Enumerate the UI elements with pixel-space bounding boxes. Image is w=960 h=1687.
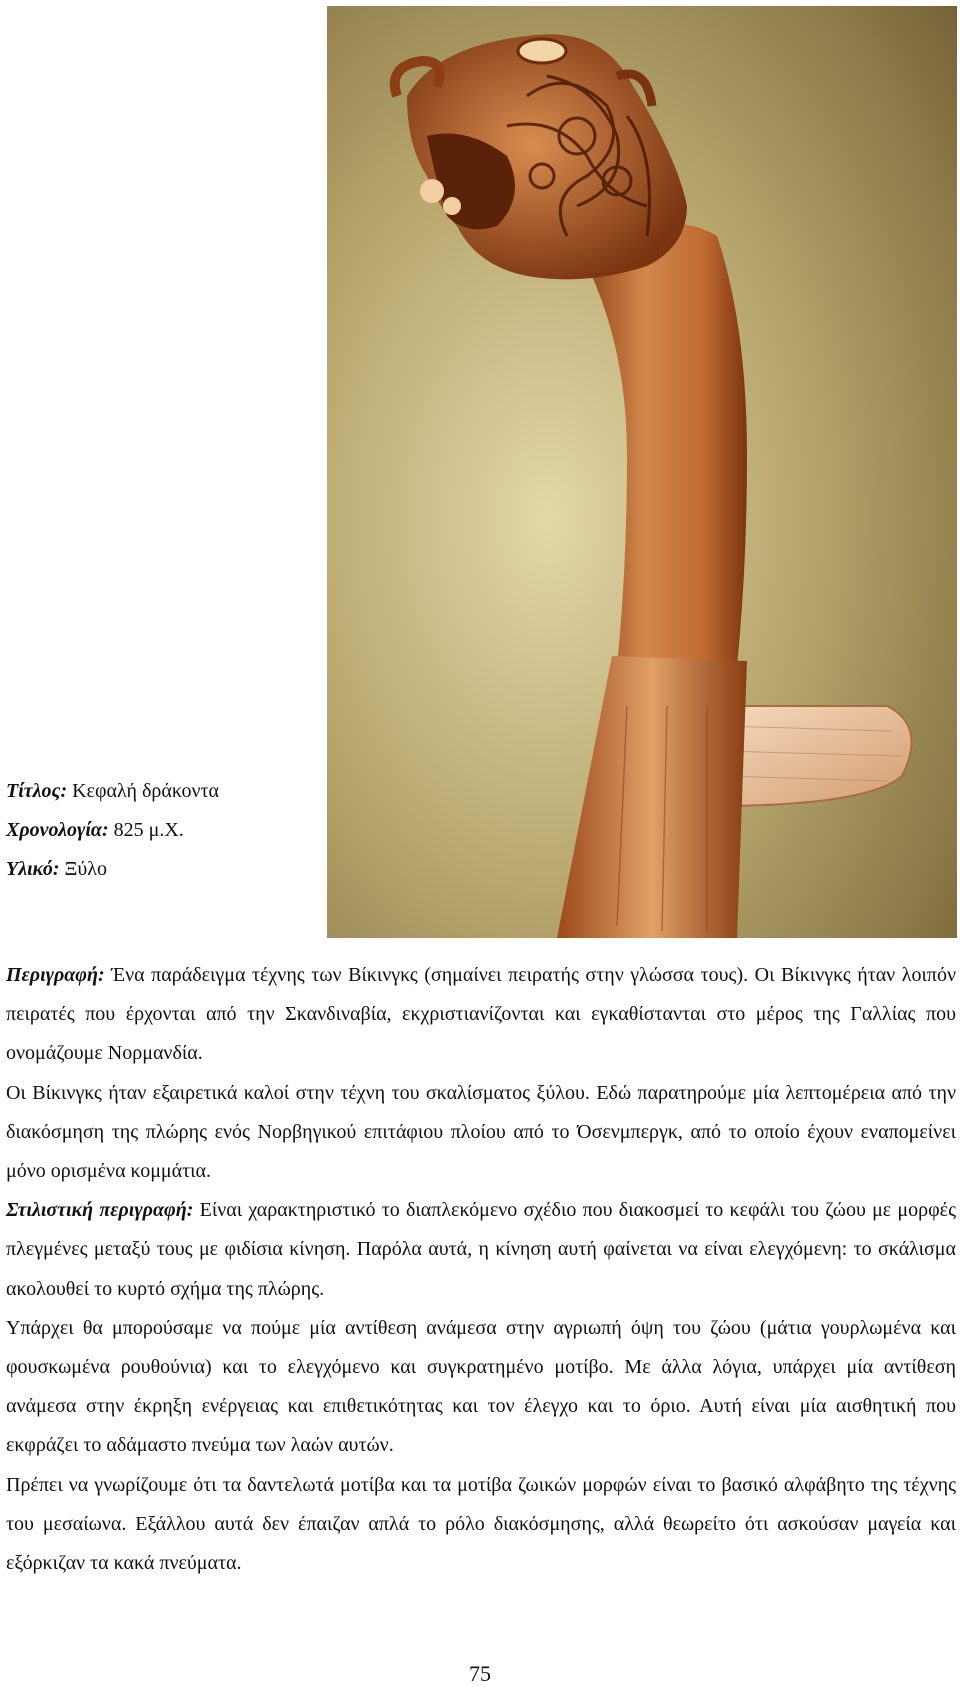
date-label: Χρονολογία: xyxy=(6,819,109,841)
style-text: Είναι χαρακτηριστικό το διαπλεκόμενο σχέδιο που διακοσμεί το κεφάλι του ζώου με μορφές πλεγμένες μεταξύ τους με φιδίσια κίνηση. Παρόλα αυτά, η κίνηση αυτή φαίνεται να είναι ελεγχόμενη: το σκάλισμα ακολουθεί το κυρτό σχήμα της πλώρης. xyxy=(6,1199,956,1300)
description-label: Περιγραφή: xyxy=(6,964,105,986)
page-number: 75 xyxy=(469,1661,491,1686)
date-line xyxy=(6,818,184,842)
material-label: Υλικό: xyxy=(6,858,60,880)
title-label: Τίτλος: xyxy=(6,780,68,802)
title-value: Κεφαλή δράκοντα xyxy=(67,780,220,802)
date-value: 825 μ.Χ. xyxy=(108,819,184,841)
description-paragraph xyxy=(6,956,956,1074)
contrast-paragraph: Υπάρχει θα μπορούσαμε να πούμε μία αντίθεση ανάμεσα στην αγριωπή όψη του ζώου (μάτια γουρλωμένα και φουσκωμένα ρουθούνια) και το ελεγχόμενο και συγκρατημένο μοτίβο. Με άλλα λόγια, υπάρχει μία αντίθεση ανάμεσα στην έκρηξη ενέργειας και επιθετικότητας και τον έλεγχο και το όριο. Αυτή είναι μία αισθητική που εκφράζει το αδάμαστο πνεύμα των λαών αυτών. xyxy=(6,1316,956,1457)
description-text: Ένα παράδειγμα τέχνης των Βίκινγκς (σημαίνει πειρατής στην γλώσσα τους). Οι Βίκινγκς ήταν λοιπόν πειρατές που έρχονται από την Σκανδιναβία, εκχριστιανίζονται και εγκαθίστανται στο μέρος της Γαλλίας που ονομάζουμε Νορμανδία. xyxy=(6,964,956,1065)
title-line xyxy=(6,779,219,803)
style-paragraph xyxy=(6,1191,956,1309)
motifs-paragraph: Πρέπει να γνωρίζουμε ότι τα δαντελωτά μοτίβα και τα μοτίβα ζωικών μορφών είναι το βασικό αλφάβητο της τέχνης του μεσαίωνα. Εξάλλου αυτά δεν έπαιζαν απλά το ρόλο διακόσμησης, αλλά θεωρείτο ότι ασκούσαν μαγεία και εξόρκιζαν τα κακά πνεύματα. xyxy=(6,1473,956,1575)
body-text xyxy=(6,956,956,1583)
style-label: Στιλιστική περιγραφή: xyxy=(6,1199,194,1222)
material-line xyxy=(6,857,107,881)
dragon-head-photo xyxy=(327,6,957,938)
carving-paragraph: Οι Βίκινγκς ήταν εξαιρετικά καλοί στην τέχνη του σκαλίσματος ξύλου. Εδώ παρατηρούμε μία λεπτομέρεια από την διακόσμηση της πλώρης ενός Νορβηγικού επιτάφιου πλοίου από το Όσενμπεργκ, από το οποίο έχουν εναπομείνει μόνο ορισμένα κομμάτια. xyxy=(6,1081,956,1183)
material-value: Ξύλο xyxy=(59,858,107,880)
